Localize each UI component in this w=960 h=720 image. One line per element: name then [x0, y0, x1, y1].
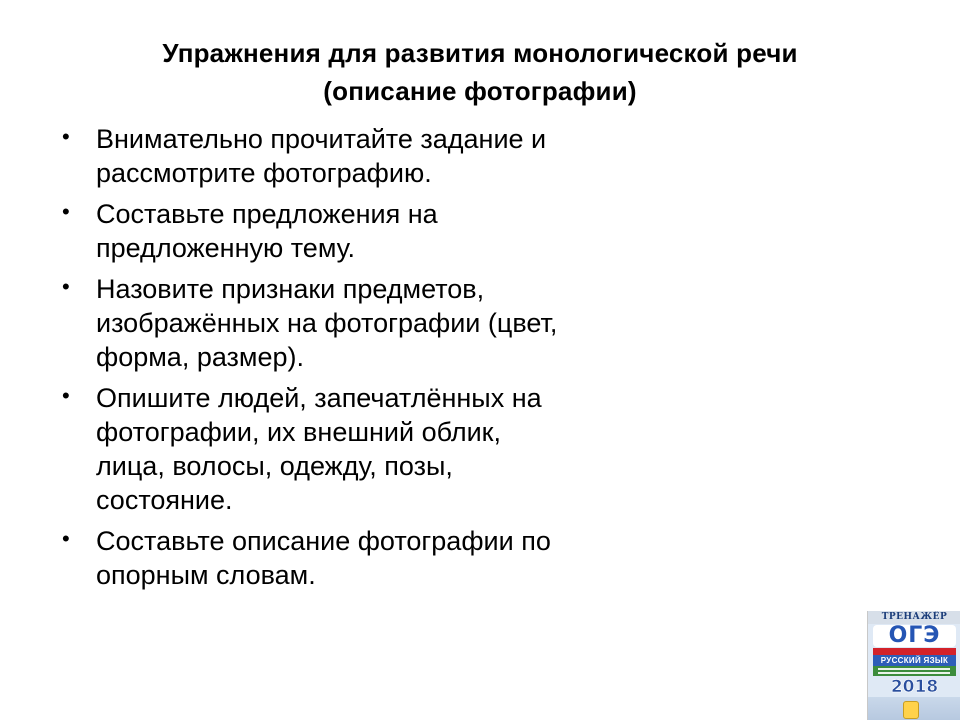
slide-title-line-1: Упражнения для развития монологической речи	[162, 38, 798, 68]
bullet-item-describe-photo	[62, 524, 702, 592]
book-cover-year: 2018	[890, 677, 939, 697]
book-cover-brand: ТРЕНАЖЁР	[881, 612, 948, 622]
bullet-icon: •	[62, 199, 70, 224]
bullet-icon: •	[62, 274, 70, 299]
bullet-item-read-task	[62, 122, 702, 190]
book-cover-image	[867, 611, 960, 720]
bullet-item-name-features	[62, 272, 702, 374]
bullet-icon: •	[62, 383, 70, 408]
book-cover-subject: РУССКИЙ ЯЗЫК	[873, 655, 956, 666]
book-cover-logo-text: ОГЭ	[888, 623, 941, 648]
emblem-icon	[903, 701, 919, 719]
bullet-icon: •	[62, 124, 70, 149]
bullet-icon: •	[62, 526, 70, 551]
bullet-list	[62, 122, 702, 599]
slide-title	[40, 34, 920, 110]
book-cover-fine-print	[878, 668, 950, 676]
bullet-text: Назовите признаки предметов, изображённых на фотографии (цвет, форма, размер).	[96, 274, 558, 372]
bullet-text: Составьте описание фотографии по опорным словам.	[96, 526, 551, 590]
bullet-item-describe-people	[62, 381, 702, 517]
book-cover-logo	[873, 625, 956, 647]
slide-title-line-2: (описание фотографии)	[323, 76, 637, 106]
bullet-text: Составьте предложения на предложенную тему.	[96, 199, 438, 263]
bullet-text: Внимательно прочитайте задание и рассмотрите фотографию.	[96, 124, 547, 188]
bullet-item-compose-sentences	[62, 197, 702, 265]
bullet-text: Опишите людей, запечатлённых на фотографии, их внешний облик, лица, волосы, одежду, позы, состояние.	[96, 383, 542, 515]
